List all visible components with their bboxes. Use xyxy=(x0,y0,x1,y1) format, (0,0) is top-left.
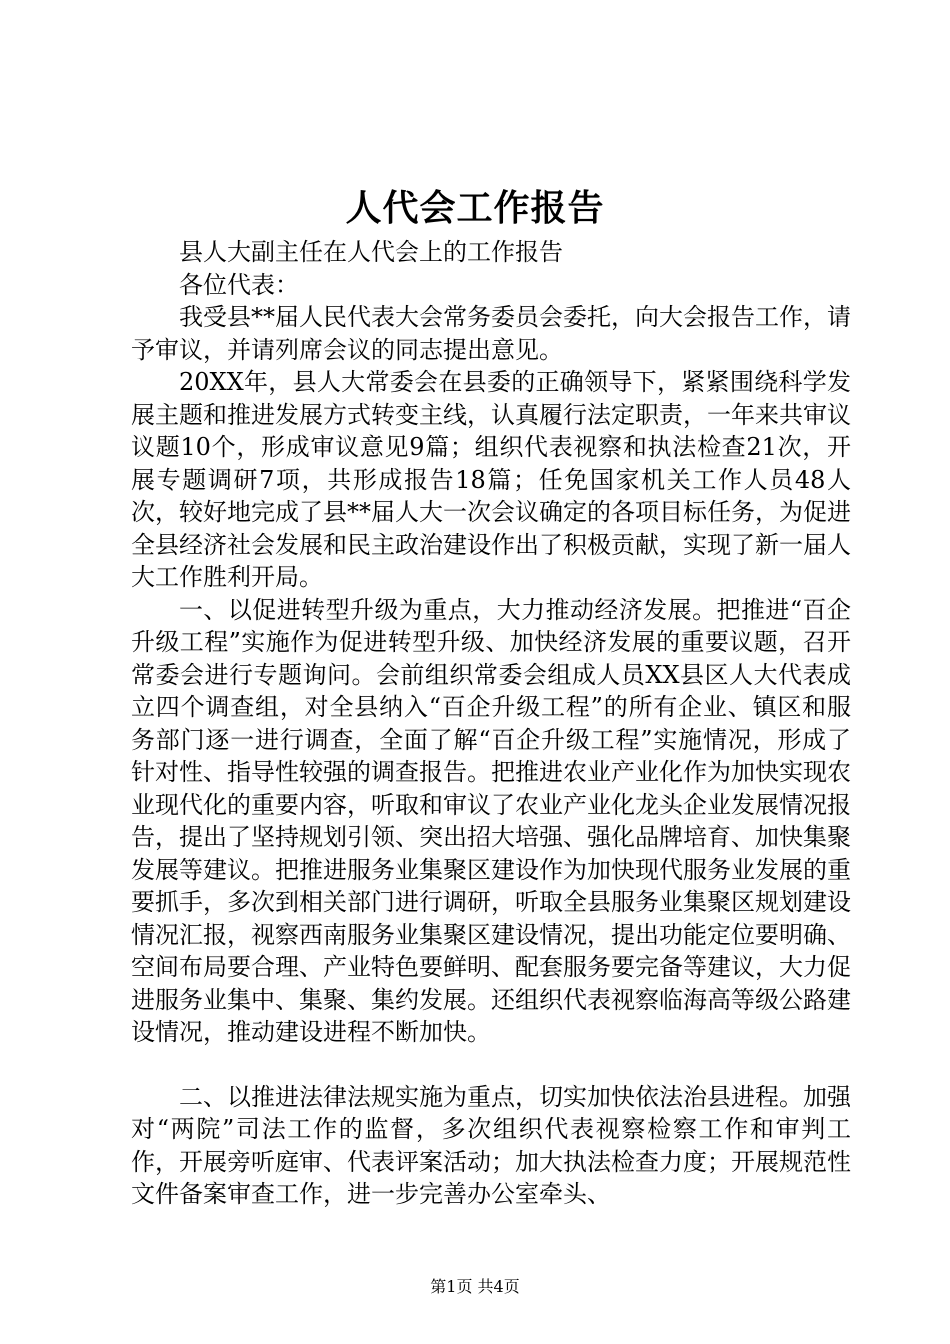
paragraph-section-1: 一、以促进转型升级为重点，大力推动经济发展。把推进“百企升级工程”实施作为促进转型升级、加快经济发展的重要议题，召开常委会进行专题询问。会前组织常委会组成人员XX县区人大代表成立四个调查组，对全县纳入“百企升级工程”的所有企业、镇区和服务部门逐一进行调查，全面了解“百企升级工程”实施情况，形成了针对性、指导性较强的调查报告。把推进农业产业化作为加快实现农业现代化的重要内容，听取和审议了农业产业化龙头企业发展情况报告，提出了坚持规划引领、突出招大培强、强化品牌培育、加快集聚发展等建议。把推进服务业集聚区建设作为加快现代服务业发展的重要抓手，多次到相关部门进行调研，听取全县服务业集聚区规划建设情况汇报，视察西南服务业集聚区建设情况，提出功能定位要明确、空间布局要合理、产业特色要鲜明、配套服务要完备等建议，大力促进服务业集中、集聚、集约发展。还组织代表视察临海高等级公路建设情况，推动建设进程不断加快。 xyxy=(131,595,851,1046)
page-footer: 第1页 共4页 xyxy=(430,1277,520,1296)
paragraph-salutation: 各位代表： xyxy=(179,270,299,299)
paragraph-summary: 20XX年，县人大常委会在县委的正确领导下，紧紧围绕科学发展主题和推进发展方式转变主线，认真履行法定职责，一年来共审议议题10个，形成审议意见9篇；组织代表视察和执法检查21次，开展专题调研7项，共形成报告18篇；任免国家机关工作人员48人次，较好地完成了县**届人大一次会议确定的各项目标任务，为促进全县经济社会发展和民主政治建设作出了积极贡献，实现了新一届人大工作胜利开局。 xyxy=(131,368,851,591)
paragraph-section-2: 二、以推进法律法规实施为重点，切实加快依法治县进程。加强对“两院”司法工作的监督，多次组织代表视察检察工作和审判工作，开展旁听庭审、代表评案活动；加大执法检查力度；开展规范性文件备案审查工作，进一步完善办公室牵头、 xyxy=(131,1082,851,1208)
document-body xyxy=(131,236,851,1211)
paragraph-subtitle: 县人大副主任在人代会上的工作报告 xyxy=(179,238,563,266)
page-title: 人代会工作报告 xyxy=(345,187,605,229)
paragraph-intro: 我受县**届人民代表大会常务委员会委托，向大会报告工作，请予审议，并请列席会议的同志提出意见。 xyxy=(131,303,851,364)
